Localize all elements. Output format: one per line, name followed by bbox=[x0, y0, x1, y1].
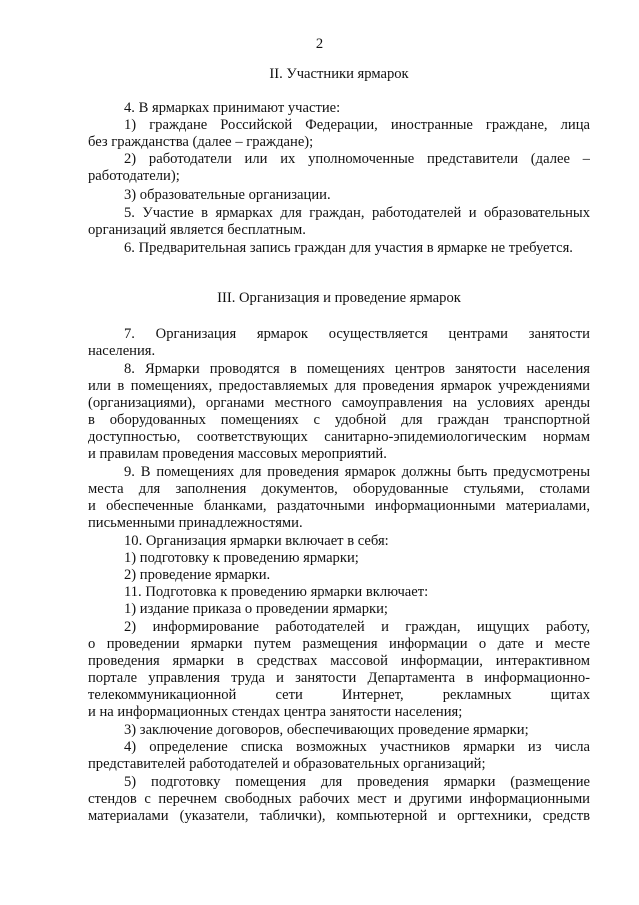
paragraph-line: 2) проведение ярмарки. bbox=[124, 567, 271, 583]
paragraph-line: доступностью, соответствующих санитарно-эпидемиологическим нормам bbox=[88, 429, 590, 445]
paragraph-line: населения. bbox=[88, 343, 156, 359]
paragraph-line: и на информационных стендах центра занятости населения; bbox=[88, 704, 463, 720]
paragraph-line: 8. Ярмарки проводятся в помещениях центров занятости населения bbox=[124, 361, 590, 377]
paragraph-line: 1) издание приказа о проведении ярмарки; bbox=[124, 601, 388, 617]
paragraph-line: или в помещениях, предоставляемых для проведения ярмарок учреждениями bbox=[88, 378, 590, 394]
paragraph-line: 4) определение списка возможных участников ярмарки из числа bbox=[124, 739, 590, 755]
section-heading-participants: II. Участники ярмарок bbox=[269, 66, 409, 82]
paragraph-line: 5. Участие в ярмарках для граждан, работодателей и образовательных bbox=[124, 205, 590, 221]
paragraph-line: письменными принадлежностями. bbox=[88, 515, 303, 531]
section-heading-organization: III. Организация и проведение ярмарок bbox=[217, 290, 461, 306]
paragraph-line: 2) работодатели или их уполномоченные представители (далее – bbox=[124, 151, 590, 167]
paragraph-line: без гражданства (далее – граждане); bbox=[88, 134, 314, 150]
paragraph-line: стендов с перечнем свободных рабочих мест и другими информационными bbox=[88, 791, 590, 807]
paragraph-line: представителей работодателей и образовательных организаций; bbox=[88, 756, 486, 772]
paragraph-line: 6. Предварительная запись граждан для участия в ярмарке не требуется. bbox=[124, 240, 573, 256]
paragraph-line: 10. Организация ярмарки включает в себя: bbox=[124, 533, 389, 549]
paragraph-line: 3) образовательные организации. bbox=[124, 187, 331, 203]
paragraph-line: 3) заключение договоров, обеспечивающих проведение ярмарки; bbox=[124, 722, 529, 738]
paragraph-line: организаций является бесплатным. bbox=[88, 222, 306, 238]
paragraph-line: 4. В ярмарках принимают участие: bbox=[124, 100, 341, 116]
paragraph-line: 9. В помещениях для проведения ярмарок должны быть предусмотрены bbox=[124, 464, 590, 480]
paragraph-line: 11. Подготовка к проведению ярмарки включает: bbox=[124, 584, 429, 600]
paragraph-line: и обеспеченные бланками, раздаточными информационными материалами, bbox=[88, 498, 590, 514]
paragraph-line: телекоммуникационной сети Интернет, рекламных щитах bbox=[88, 687, 590, 703]
paragraph-line: 1) граждане Российской Федерации, иностранные граждане, лица bbox=[124, 117, 590, 133]
paragraph-line: проведения ярмарки в средствах массовой информации, интерактивном bbox=[88, 653, 590, 669]
paragraph-line: портале управления труда и занятости Департамента в информационно- bbox=[88, 670, 590, 686]
paragraph-line: 1) подготовку к проведению ярмарки; bbox=[124, 550, 359, 566]
paragraph-line: 7. Организация ярмарок осуществляется центрами занятости bbox=[124, 326, 590, 342]
paragraph-line: о проведении ярмарки путем размещения информации о дате и месте bbox=[88, 636, 590, 652]
paragraph-line: места для заполнения документов, оборудованные стульями, столами bbox=[88, 481, 590, 497]
paragraph-line: и правилам проведения массовых мероприятий. bbox=[88, 446, 387, 462]
paragraph-line: 5) подготовку помещения для проведения ярмарки (размещение bbox=[124, 774, 590, 790]
paragraph-line: материалами (указатели, таблички), компьютерной и оргтехники, средств bbox=[88, 808, 590, 824]
paragraph-line: в оборудованных помещениях с удобной для граждан транспортной bbox=[88, 412, 590, 428]
paragraph-line: (организациями), органами местного самоуправления на условиях аренды bbox=[88, 395, 590, 411]
paragraph-line: 2) информирование работодателей и граждан, ищущих работу, bbox=[124, 619, 590, 635]
page-number: 2 bbox=[315, 36, 324, 52]
paragraph-line: работодатели); bbox=[88, 168, 180, 184]
